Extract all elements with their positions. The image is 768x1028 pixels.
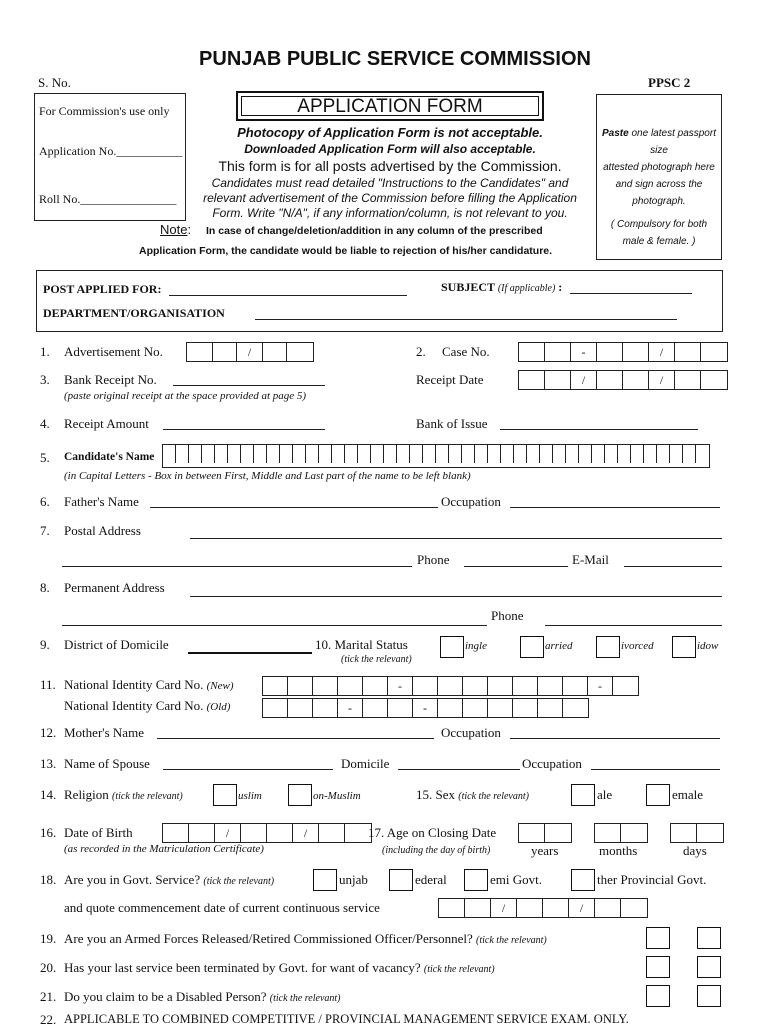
download-notice: Downloaded Application Form will also acceptable. (244, 142, 536, 156)
subject-label: SUBJECT (If applicable) : (441, 280, 563, 294)
cnic-new-boxes[interactable] (262, 676, 639, 696)
bank-of-issue-input[interactable] (500, 429, 698, 430)
cnic-old-boxes[interactable] (262, 698, 589, 718)
char-box[interactable] (475, 445, 488, 463)
cnic-old-label: National Identity Card No. (Old) (64, 698, 231, 713)
field-number: 3. (40, 372, 50, 387)
months-label: months (599, 843, 638, 858)
female-label: emale (672, 787, 704, 802)
candidate-name-hint: (in Capital Letters - Box in between First, Middle and Last part of the name to be left blank) (64, 470, 471, 482)
photocopy-notice: Photocopy of Application Form is not acceptable. (237, 125, 543, 140)
days-label: days (683, 843, 707, 858)
female-checkbox[interactable] (646, 784, 670, 806)
dob-label: Date of Birth (64, 825, 133, 840)
form-title: APPLICATION FORM (241, 96, 539, 116)
field-number: 2. (416, 344, 426, 359)
semi-govt-label: emi Govt. (490, 872, 542, 887)
char-box[interactable] (501, 445, 514, 463)
char-box[interactable] (423, 445, 436, 463)
char-box[interactable] (462, 445, 475, 463)
spouse-occupation-label: Occupation (522, 756, 582, 771)
field-number: 7. (40, 523, 50, 538)
char-box[interactable] (263, 699, 288, 717)
muslim-label: uslim (238, 790, 262, 802)
armed-forces-no-checkbox[interactable] (697, 927, 721, 949)
note-text-line2: Application Form, the candidate would be liable to rejection of his/her candidature. (139, 245, 553, 257)
federal-checkbox[interactable] (389, 869, 413, 891)
permanent-address-input-line2[interactable] (62, 625, 487, 626)
char-box[interactable] (527, 445, 540, 463)
father-occupation-input[interactable] (510, 507, 720, 508)
char-box[interactable] (413, 677, 438, 695)
age-closing-hint: (including the day of birth) (382, 845, 491, 856)
advertisement-no-boxes[interactable]: / (186, 342, 314, 362)
disabled-no-checkbox[interactable] (697, 985, 721, 1007)
char-box[interactable] (438, 699, 463, 717)
terminated-yes-checkbox[interactable] (646, 956, 670, 978)
bank-receipt-hint: (paste original receipt at the space provided at page 5) (64, 390, 307, 402)
other-provincial-checkbox[interactable] (571, 869, 595, 891)
char-box[interactable] (553, 445, 566, 463)
post-applied-input[interactable] (169, 295, 407, 296)
instructions-line3: Form. Write "N/A", if any information/column, is not relevant to you. (212, 206, 568, 220)
cnic-new-label: National Identity Card No. (New) (64, 677, 234, 692)
char-box[interactable]: - (338, 699, 363, 717)
single-label: ingle (465, 640, 487, 652)
mother-occupation-input[interactable] (510, 738, 720, 739)
candidate-name-label: Candidate's Name (64, 451, 155, 463)
email-label: E-Mail (572, 552, 609, 567)
char-box[interactable]: - (588, 677, 613, 695)
postal-phone-label: Phone (417, 552, 450, 567)
religion-label: Religion (tick the relevant) (64, 787, 183, 802)
terminated-no-checkbox[interactable] (697, 956, 721, 978)
email-input[interactable] (624, 566, 722, 567)
candidate-name-boxes[interactable] (162, 444, 710, 468)
char-box[interactable] (605, 445, 618, 463)
postal-phone-input[interactable] (464, 566, 568, 567)
punjab-label: unjab (339, 872, 368, 887)
years-label: years (531, 843, 559, 858)
char-box[interactable] (540, 445, 553, 463)
domicile-district-input[interactable] (188, 652, 312, 654)
divorced-checkbox[interactable] (596, 636, 620, 658)
char-box[interactable] (388, 699, 413, 717)
char-box[interactable] (163, 445, 176, 463)
char-box[interactable] (449, 445, 462, 463)
domicile-district-label: District of Domicile (64, 637, 169, 652)
char-box[interactable] (438, 677, 463, 695)
other-provincial-label: ther Provincial Govt. (597, 872, 707, 887)
char-box[interactable] (241, 445, 254, 463)
permanent-phone-label: Phone (491, 608, 524, 623)
age-years-boxes[interactable] (518, 823, 572, 843)
field-number: 21. (40, 989, 57, 1004)
char-box[interactable] (513, 677, 538, 695)
char-box[interactable]: - (388, 677, 413, 695)
char-box[interactable] (288, 699, 313, 717)
receipt-amount-input[interactable] (163, 429, 325, 430)
receipt-date-label: Receipt Date (416, 372, 484, 387)
char-box[interactable] (254, 445, 267, 463)
char-box[interactable] (410, 445, 423, 463)
federal-label: ederal (415, 872, 447, 887)
char-box[interactable] (363, 677, 388, 695)
marital-status-hint: (tick the relevant) (341, 654, 412, 665)
char-box[interactable] (644, 445, 657, 463)
char-box[interactable] (514, 445, 527, 463)
married-checkbox[interactable] (520, 636, 544, 658)
commission-title: PUNJAB PUBLIC SERVICE COMMISSION (199, 48, 591, 70)
char-box[interactable] (657, 445, 670, 463)
char-box[interactable] (263, 677, 288, 695)
disabled-person-label: Do you claim to be a Disabled Person? (tick the relevant) (64, 989, 341, 1004)
field-number: 5. (40, 450, 50, 465)
armed-forces-label: Are you an Armed Forces Released/Retired Commissioned Officer/Personnel? (tick the relevant) (64, 931, 547, 946)
roll-no-field: Roll No.________________ (39, 192, 177, 206)
receipt-date-boxes[interactable]: / / (518, 370, 728, 390)
char-box[interactable] (670, 445, 683, 463)
field-number: 4. (40, 416, 50, 431)
char-box[interactable] (293, 445, 306, 463)
char-box[interactable] (345, 445, 358, 463)
char-box[interactable] (267, 445, 280, 463)
office-use-box (34, 93, 186, 221)
semi-govt-checkbox[interactable] (464, 869, 488, 891)
receipt-amount-label: Receipt Amount (64, 416, 149, 431)
office-use-label: For Commission's use only (39, 104, 170, 118)
spouse-domicile-label: Domicile (341, 756, 390, 771)
mother-name-input[interactable] (157, 738, 434, 739)
field-number: 12. (40, 725, 57, 740)
field-number: 16. (40, 825, 57, 840)
subject-input[interactable] (570, 293, 692, 294)
male-checkbox[interactable] (571, 784, 595, 806)
char-box[interactable] (613, 677, 638, 695)
bank-of-issue-label: Bank of Issue (416, 416, 488, 431)
char-box[interactable] (488, 445, 501, 463)
marital-status-label: 10. Marital Status (315, 637, 408, 652)
single-checkbox[interactable] (440, 636, 464, 658)
char-box[interactable] (618, 445, 631, 463)
mother-name-label: Mother's Name (64, 725, 144, 740)
note-text-line1: In case of change/deletion/addition in any column of the prescribed (206, 225, 543, 237)
disabled-yes-checkbox[interactable] (646, 985, 670, 1007)
field-number: 8. (40, 580, 50, 595)
serial-no-label: S. No. (38, 75, 71, 90)
post-applied-box (36, 270, 723, 332)
field-number: 6. (40, 494, 50, 509)
father-name-input[interactable] (150, 507, 438, 508)
field-number: 9. (40, 637, 50, 652)
department-input[interactable] (255, 319, 677, 320)
char-box[interactable] (563, 699, 588, 717)
char-box[interactable] (319, 445, 332, 463)
field-number: 14. (40, 787, 57, 802)
father-occupation-label: Occupation (441, 494, 501, 509)
advertisement-no-label: Advertisement No. (64, 344, 163, 359)
case-no-label: Case No. (442, 344, 490, 359)
service-date-label: and quote commencement date of current continuous service (64, 900, 380, 915)
char-box[interactable] (563, 677, 588, 695)
male-label: ale (597, 787, 613, 802)
non-muslim-label: on-Muslim (313, 790, 361, 802)
permanent-address-input[interactable] (190, 596, 722, 597)
postal-address-input-line2[interactable] (62, 566, 412, 567)
spouse-name-label: Name of Spouse (64, 756, 150, 771)
char-box[interactable] (436, 445, 449, 463)
field-number: 22. (40, 1012, 57, 1027)
char-box[interactable] (202, 445, 215, 463)
govt-service-label: Are you in Govt. Service? (tick the relevant) (64, 872, 275, 887)
mother-occupation-label: Occupation (441, 725, 501, 740)
note-label: Note: (160, 222, 192, 237)
age-months-boxes[interactable] (594, 823, 648, 843)
all-posts-notice: This form is for all posts advertised by the Commission. (218, 158, 562, 174)
widow-label: idow (697, 640, 719, 652)
permanent-address-label: Permanent Address (64, 580, 165, 595)
char-box[interactable] (397, 445, 410, 463)
char-box[interactable] (313, 699, 338, 717)
ccs-pms-applicable-label: APPLICABLE TO COMBINED COMPETITIVE / PROVINCIAL MANAGEMENT SERVICE EXAM. ONLY. (64, 1012, 629, 1026)
service-terminated-label: Has your last service been terminated by Govt. for want of vacancy? (tick the relevant) (64, 960, 495, 975)
application-no-field: Application No.___________ (39, 144, 183, 158)
char-box[interactable] (384, 445, 397, 463)
age-days-boxes[interactable] (670, 823, 724, 843)
form-title-frame (236, 91, 544, 121)
instructions-line2: relevant advertisement of the Commission before filling the Application (203, 191, 577, 205)
char-box[interactable] (280, 445, 293, 463)
char-box[interactable] (683, 445, 696, 463)
char-box[interactable] (463, 677, 488, 695)
divorced-label: ivorced (621, 640, 654, 652)
char-box[interactable] (579, 445, 592, 463)
char-box[interactable] (513, 699, 538, 717)
char-box[interactable] (313, 677, 338, 695)
char-box[interactable] (488, 699, 513, 717)
armed-forces-yes-checkbox[interactable] (646, 927, 670, 949)
form-code: PPSC 2 (648, 75, 691, 90)
char-box[interactable] (488, 677, 513, 695)
instructions-line1: Candidates must read detailed "Instructions to the Candidates" and (211, 176, 569, 190)
spouse-name-input[interactable] (163, 769, 333, 770)
non-muslim-checkbox[interactable] (288, 784, 312, 806)
service-date-boxes[interactable]: / / (438, 898, 648, 918)
char-box[interactable] (566, 445, 579, 463)
char-box[interactable] (306, 445, 319, 463)
muslim-checkbox[interactable] (213, 784, 237, 806)
post-applied-label: POST APPLIED FOR: (43, 282, 162, 296)
bank-receipt-label: Bank Receipt No. (64, 372, 157, 387)
field-number: 1. (40, 344, 50, 359)
father-name-label: Father's Name (64, 494, 139, 509)
sex-label: 15. Sex (tick the relevant) (416, 787, 529, 802)
bank-receipt-input[interactable] (173, 385, 325, 386)
char-box[interactable] (592, 445, 605, 463)
char-box[interactable] (176, 445, 189, 463)
char-box[interactable] (189, 445, 202, 463)
char-box[interactable] (631, 445, 644, 463)
field-number: 19. (40, 931, 57, 946)
punjab-checkbox[interactable] (313, 869, 337, 891)
field-number: 20. (40, 960, 57, 975)
photo-box: Paste one latest passport size attested photograph here and sign across the photograph. ( Compulsory for both male & female. ) (596, 94, 722, 260)
char-box[interactable] (538, 699, 563, 717)
widow-checkbox[interactable] (672, 636, 696, 658)
postal-address-label: Postal Address (64, 523, 141, 538)
char-box[interactable] (288, 677, 313, 695)
spouse-occupation-input[interactable] (591, 769, 720, 770)
dob-boxes[interactable]: / / (162, 823, 372, 843)
char-box[interactable] (363, 699, 388, 717)
char-box[interactable] (228, 445, 241, 463)
field-number: 11. (40, 677, 56, 692)
char-box[interactable] (463, 699, 488, 717)
char-box[interactable] (358, 445, 371, 463)
field-number: 18. (40, 872, 57, 887)
postal-address-input[interactable] (190, 538, 722, 539)
char-box[interactable] (696, 445, 709, 463)
married-label: arried (545, 640, 573, 652)
permanent-phone-input[interactable] (545, 625, 722, 626)
char-box[interactable]: - (413, 699, 438, 717)
char-box[interactable] (332, 445, 345, 463)
department-label: DEPARTMENT/ORGANISATION (43, 306, 225, 320)
dob-hint: (as recorded in the Matriculation Certificate) (64, 843, 264, 855)
spouse-domicile-input[interactable] (398, 769, 520, 770)
case-no-boxes[interactable]: - / (518, 342, 728, 362)
char-box[interactable] (371, 445, 384, 463)
char-box[interactable] (338, 677, 363, 695)
age-closing-label: 17. Age on Closing Date (368, 825, 497, 840)
field-number: 13. (40, 756, 57, 771)
char-box[interactable] (538, 677, 563, 695)
char-box[interactable] (215, 445, 228, 463)
